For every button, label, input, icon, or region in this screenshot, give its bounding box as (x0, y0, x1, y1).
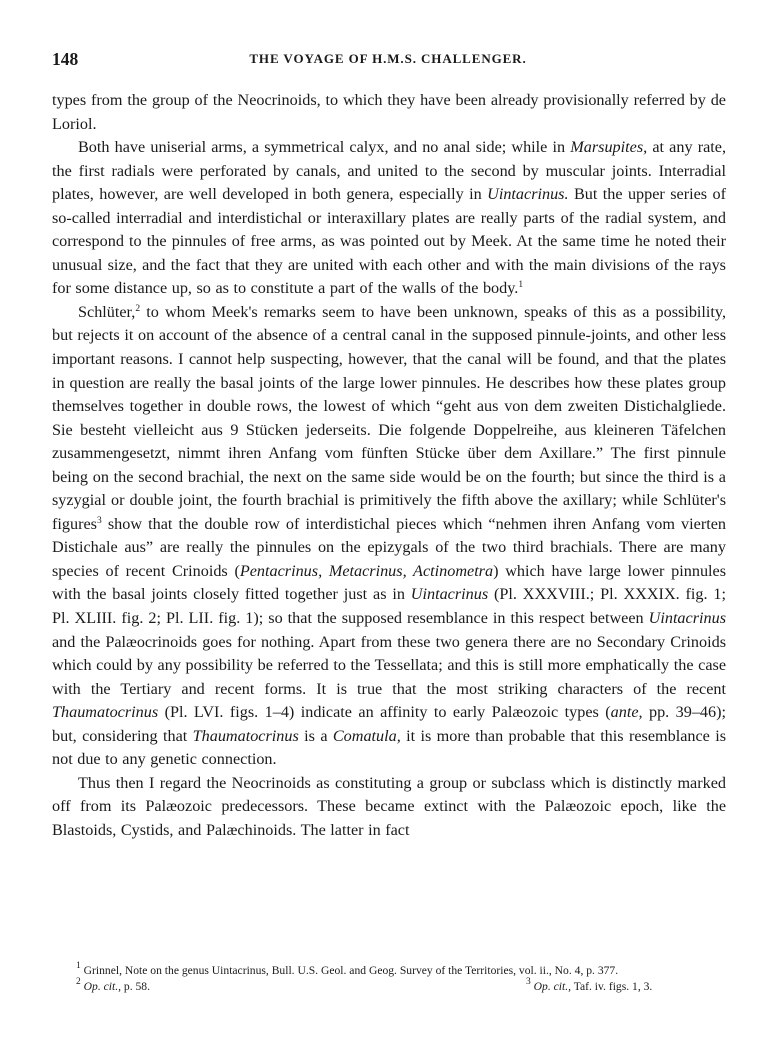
footnote-2-mark: 2 (76, 977, 81, 987)
running-title: THE VOYAGE OF H.M.S. CHALLENGER. (249, 51, 527, 66)
footnote-3-mark: 3 (526, 977, 531, 987)
text-run: ) which have large lower pinnules with the basal joints closely fitted together just as in (52, 561, 727, 604)
text-run: But the upper series of so-called interradial and interdistichal or interaxillary plates are really parts of the radial system, and correspond to the pinnules of free arms, as was pointed out by Meek. At the same time he noted their unusual size, and the fact that they are united with each other and with the main divisions of the rays for some distance up, so as to constitute a part of the walls of the body. (52, 185, 726, 298)
page-number: 148 (52, 49, 79, 69)
footnote-2-opcit: Op. cit., (83, 980, 122, 993)
paragraph (52, 136, 726, 301)
italic-term: Pentacrinus, Metacrinus, Actinometra (239, 561, 494, 580)
text-run: types from the group of the Neocrinoids, to which they have been already provisionally referred by de Loriol. (52, 91, 726, 133)
page-header (52, 49, 724, 71)
text-run: (Pl. LVI. figs. 1–4) indicate an affinity to early Palæozoic types ( (158, 703, 611, 722)
paragraph (52, 301, 726, 772)
text-run: Thus then I regard the Neocrinoids as constituting a group or subclass which is distinctly marked off from its Palæozoic predecessors. These became extinct with the Palæozoic epoch, like the Blastoids, Cystids, and Palæchinoids. The latter in fact (52, 773, 726, 839)
text-run: Both have uniserial arms, a symmetrical calyx, and no anal side; while in (78, 138, 571, 157)
footnote-3-opcit: Op. cit., (533, 980, 572, 993)
text-run: show that the double row of interdistichal pieces which “nehmen ihren Anfang vom vierten Distichale aus” are really the pinnules on the epizygals of the two third brachials. There are many species of recent Crinoids ( (52, 514, 726, 580)
text-run: is a (298, 726, 333, 745)
italic-term: Marsupites, (570, 138, 648, 157)
italic-term: ante, (610, 703, 643, 722)
italic-term: Uintacrinus (648, 609, 726, 628)
italic-term: Uintacrinus (410, 585, 489, 604)
text-run: it is more than probable that this resemblance is not due to any genetic connection. (52, 726, 727, 769)
text-run: pp. 39–46); but, considering that (52, 703, 727, 745)
paragraph (52, 772, 726, 843)
footnote-2 (76, 979, 150, 995)
body-text (52, 89, 726, 843)
footnote-3-text: Taf. iv. figs. 1, 3. (571, 980, 653, 993)
text-run: (Pl. XXXVIII.; Pl. XXXIX. fig. 1; Pl. XLIII. fig. 2; Pl. LII. fig. 1); so that the supposed resemblance in this respect between (52, 585, 727, 628)
footnote-ref: 2 (135, 303, 141, 314)
text-run: at any rate, the first radials were perforated by canals, and united to the second by muscular joints. Interradial plates, however, are well developed in both genera, especially in (52, 138, 726, 204)
italic-term: Uintacrinus. (487, 185, 569, 204)
text-run: Schlüter, (78, 302, 136, 321)
paragraph (52, 89, 726, 136)
footnote-3 (526, 979, 652, 995)
italic-term: Thaumatocrinus (52, 703, 159, 722)
footnote-1-text: Grinnel, Note on the genus Uintacrinus, Bull. U.S. Geol. and Geog. Survey of the Territories, vol. ii., No. 4, p. 377. (83, 964, 619, 977)
italic-term: Thaumatocrinus (192, 726, 299, 745)
footnote-2-text: p. 58. (121, 980, 150, 993)
footnote-ref: 1 (518, 280, 524, 291)
italic-term: Comatula, (332, 726, 401, 745)
footnote-1-mark: 1 (76, 961, 81, 971)
text-run: to whom Meek's remarks seem to have been unknown, speaks of this as a possibility, but rejects it on account of the absence of a central canal in the supposed pinnule-joints, and other less important reasons. I cannot help suspecting, however, that the canal will be found, and that the plates in question are really the basal joints of the large lower pinnules. He describes how these plates group themselves together in double rows, the lowest of which “geht aus von dem zweiten Distichalgliede. Sie besteht vielleicht aus 9 Stücken jederseits. Die folgende Doppelreihe, aus kleineren Täfelchen zusammengesetzt, nimmt ihren Anfang vom fünften Stücke über dem Axillare.” The first pinnule being on the second brachial, the next on the same side would be on the fourth; but since the third is a syzygial or double joint, the fourth brachial is primitively the fifth above the axillary; while Schlüter's figures (52, 302, 726, 533)
text-run: and the Palæocrinoids goes for nothing. Apart from these two genera there are no Secondary Crinoids which could by any possibility be referred to the Tessellata; and this is still more emphatically the case with the Tertiary and recent forms. It is true that the most striking characters of the recent (52, 632, 726, 698)
footnote-1 (52, 963, 726, 979)
footnote-ref: 3 (96, 515, 102, 526)
